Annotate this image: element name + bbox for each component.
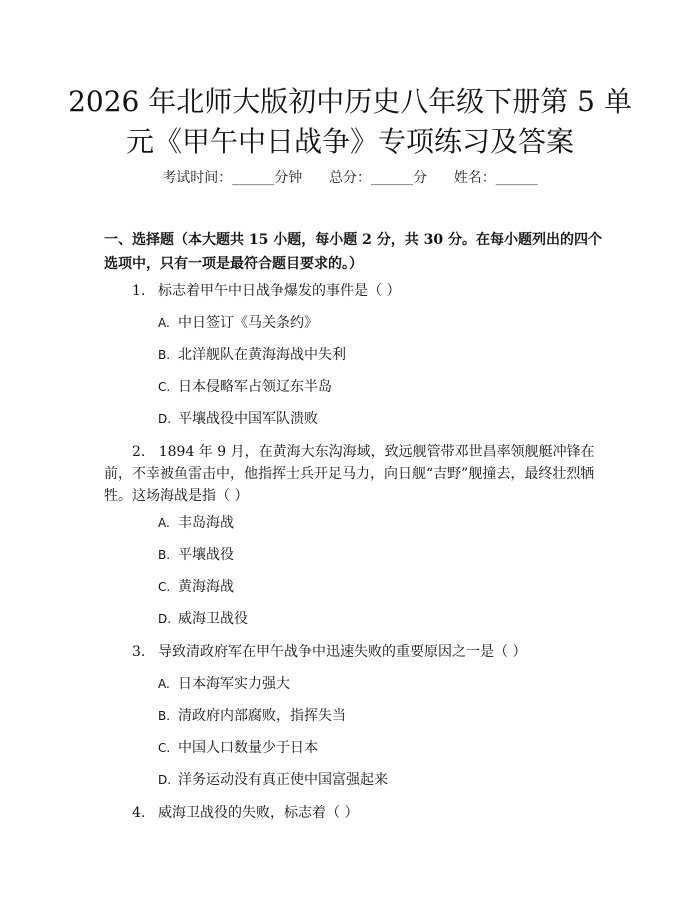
option-3-a[interactable] bbox=[158, 674, 290, 694]
option-2-d[interactable] bbox=[158, 609, 248, 629]
question-text: 威海卫战役的失败，标志着（ ） bbox=[158, 805, 359, 821]
option-text: 洋务运动没有真正使中国富强起来 bbox=[178, 772, 388, 788]
question-number: 3. bbox=[132, 644, 146, 660]
option-text: 黄海海战 bbox=[178, 579, 234, 595]
option-1-c[interactable] bbox=[158, 377, 332, 397]
option-2-b[interactable] bbox=[158, 545, 234, 565]
option-3-b[interactable] bbox=[158, 706, 346, 726]
option-text: 清政府内部腐败，指挥失当 bbox=[178, 708, 346, 724]
option-letter: A. bbox=[158, 516, 170, 530]
option-text: 平壤战役 bbox=[178, 547, 234, 563]
option-2-c[interactable] bbox=[158, 577, 234, 597]
option-letter: A. bbox=[158, 316, 170, 330]
option-letter: B. bbox=[158, 348, 171, 362]
question-text: 导致清政府军在甲午战争中迅速失败的重要原因之一是（ ） bbox=[158, 644, 527, 660]
option-text: 北洋舰队在黄海海战中失利 bbox=[178, 347, 346, 363]
page-title-line-2: 元《甲午中日战争》专项练习及答案 bbox=[125, 125, 574, 158]
option-letter: C. bbox=[158, 380, 171, 394]
option-letter: B. bbox=[158, 709, 171, 723]
question-2 bbox=[104, 441, 604, 507]
option-1-b[interactable] bbox=[158, 345, 346, 365]
option-text: 中日签订《马关条约》 bbox=[178, 315, 318, 331]
question-3 bbox=[132, 641, 602, 663]
option-letter: A. bbox=[158, 677, 170, 691]
option-1-d[interactable] bbox=[158, 409, 318, 429]
option-letter: C. bbox=[158, 580, 171, 594]
question-text: 标志着甲午中日战争爆发的事件是（ ） bbox=[158, 283, 401, 299]
option-3-c[interactable] bbox=[158, 738, 318, 758]
option-2-a[interactable] bbox=[158, 513, 234, 533]
question-number: 1. bbox=[132, 283, 146, 299]
option-text: 平壤战役中国军队溃败 bbox=[178, 411, 318, 427]
option-letter: C. bbox=[158, 741, 171, 755]
option-letter: D. bbox=[158, 773, 172, 787]
exam-meta: 考试时间：______分钟 总分：______分 姓名：______ bbox=[162, 170, 538, 186]
section-heading: 一、选择题（本大题共 15 小题，每小题 2 分，共 30 分。在每小题列出的四个选项中，只有一项是最符合题目要求的。） bbox=[104, 232, 602, 272]
question-4 bbox=[132, 802, 602, 824]
question-text: 1894 年 9 月，在黄海大东沟海域，致远舰管带邓世昌率领舰艇冲锋在前，不幸被鱼雷击中，他指挥士兵开足马力，向日舰“吉野”舰撞去，最终壮烈牺牲。这场海战是指（ ） bbox=[104, 444, 595, 504]
option-text: 日本海军实力强大 bbox=[178, 676, 290, 692]
option-3-d[interactable] bbox=[158, 770, 388, 790]
option-letter: B. bbox=[158, 548, 171, 562]
option-text: 中国人口数量少于日本 bbox=[178, 740, 318, 756]
question-number: 4. bbox=[132, 805, 146, 821]
page-title-line-1: 2026 年北师大版初中历史八年级下册第 5 单 bbox=[68, 85, 632, 118]
option-text: 丰岛海战 bbox=[178, 515, 234, 531]
option-letter: D. bbox=[158, 412, 172, 426]
question-1 bbox=[132, 280, 602, 302]
question-number: 2. bbox=[132, 444, 146, 460]
option-1-a[interactable] bbox=[158, 313, 318, 333]
option-letter: D. bbox=[158, 612, 172, 626]
option-text: 日本侵略军占领辽东半岛 bbox=[178, 379, 332, 395]
option-text: 威海卫战役 bbox=[178, 611, 248, 627]
